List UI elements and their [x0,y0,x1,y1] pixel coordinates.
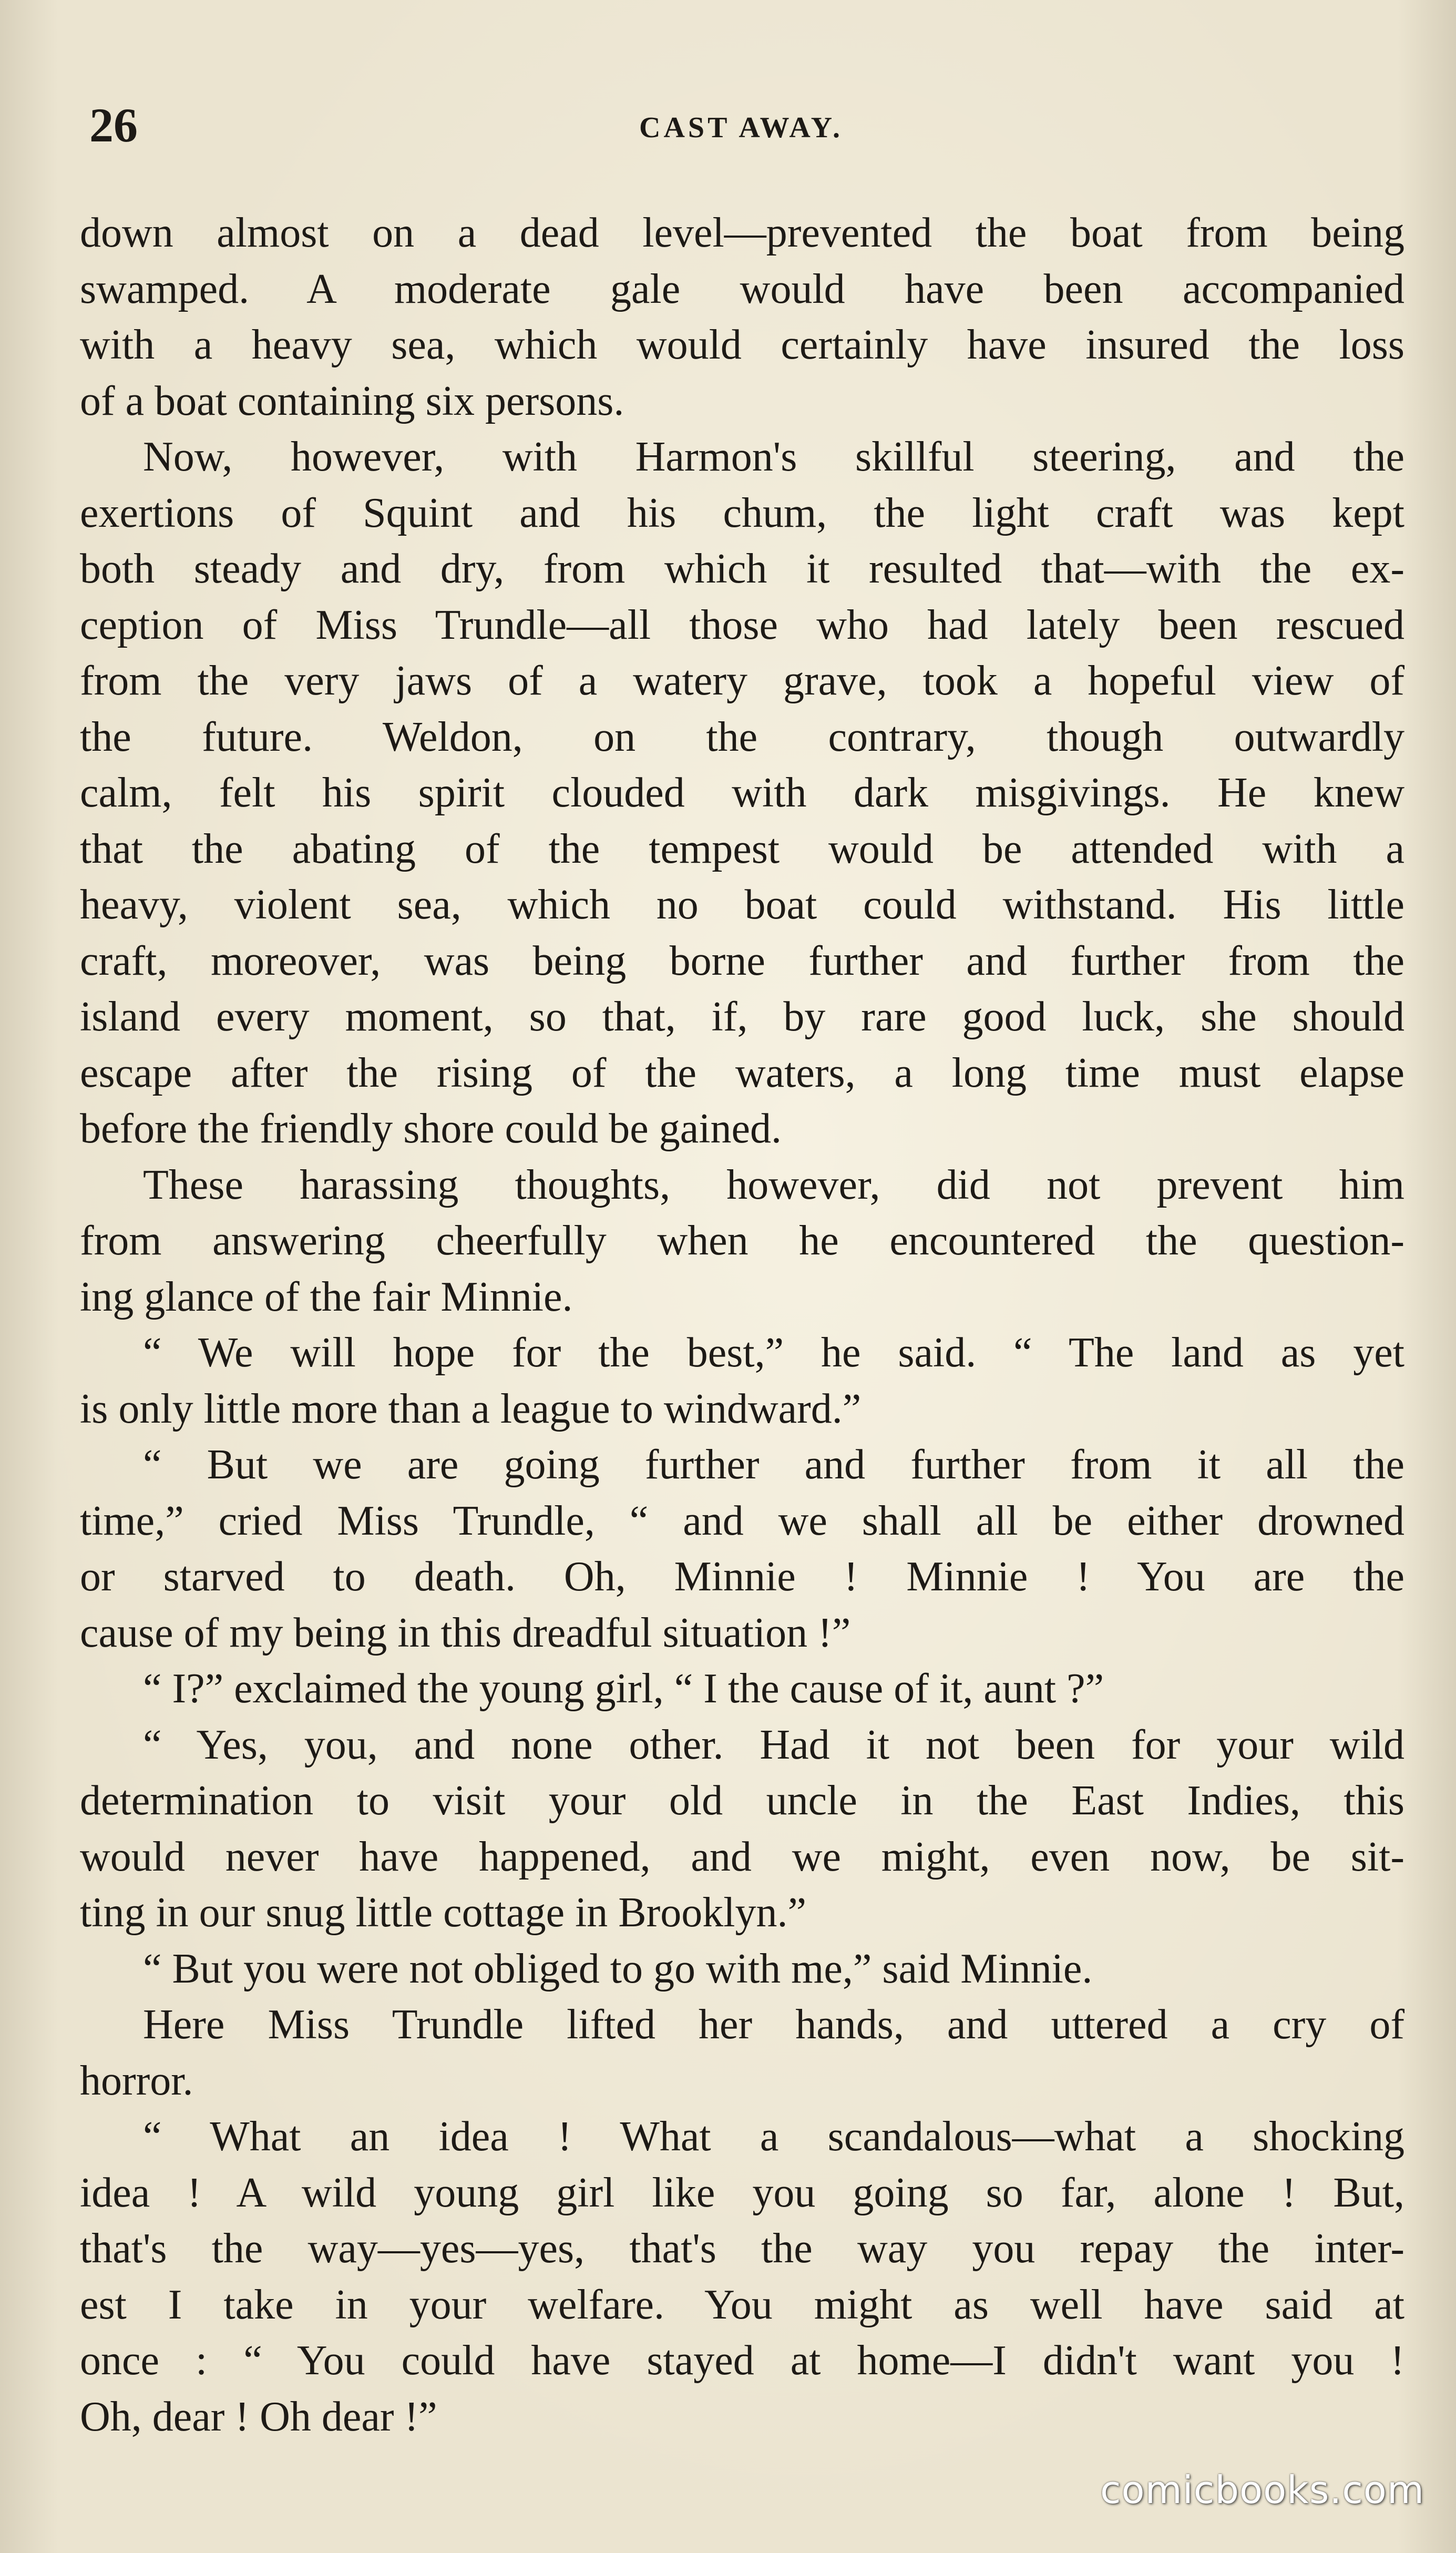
running-title: CAST AWAY. [639,111,843,144]
text-line: with a heavy sea, which would certainly have insured the loss [80,322,1404,368]
text-line: both steady and dry, from which it resulted that—with the ex- [80,546,1404,592]
text-line: horror. [80,2057,193,2104]
text-line: down almost on a dead level—prevented the boat from being [80,210,1404,256]
text-line: would never have happened, and we might, even now, be sit- [80,1833,1404,1880]
text-line: is only little more than a league to windward.” [80,1385,862,1432]
body-text [80,205,1404,2445]
text-line: heavy, violent sea, which no boat could withstand. His little [80,882,1404,928]
text-line: Here Miss Trundle lifted her hands, and uttered a cry of [143,2001,1404,2048]
text-line: from answering cheerfully when he encountered the question- [80,1218,1404,1264]
text-line: before the friendly shore could be gained. [80,1106,782,1152]
text-line: “ I?” exclaimed the young girl, “ I the cause of it, aunt ?” [143,1666,1104,1712]
text-line: ception of Miss Trundle—all those who had lately been rescued [80,601,1404,648]
text-line: idea ! A wild young girl like you going so far, alone ! But, [80,2169,1404,2216]
text-line: escape after the rising of the waters, a long time must elapse [80,1049,1404,1096]
text-line: “ We will hope for the best,” he said. “ The land as yet [143,1330,1404,1376]
text-line: cause of my being in this dreadful situation !” [80,1609,851,1656]
text-line: These harassing thoughts, however, did not prevent him [143,1161,1404,1208]
text-line: est I take in your welfare. You might as well have said at [80,2281,1404,2328]
text-line: calm, felt his spirit clouded with dark misgivings. He knew [80,770,1404,816]
text-line: Now, however, with Harmon's skillful steering, and the [143,434,1404,480]
text-line: from the very jaws of a watery grave, took a hopeful view of [80,658,1404,704]
page-number: 26 [89,98,138,152]
text-line: “ What an idea ! What a scandalous—what a shocking [143,2113,1404,2160]
text-line: ing glance of the fair Minnie. [80,1273,573,1320]
running-head [79,94,1403,157]
text-line: ting in our snug little cottage in Brooklyn.” [80,1890,807,1936]
text-line: “ But you were not obliged to go with me,” said Minnie. [143,1945,1093,1992]
text-line: that's the way—yes—yes, that's the way you repay the inter- [80,2225,1404,2272]
text-line: exertions of Squint and his chum, the light craft was kept [80,489,1404,536]
text-line: island every moment, so that, if, by rare good luck, she should [80,994,1404,1040]
text-line: craft, moreover, was being borne further and further from the [80,937,1404,984]
text-line: swamped. A moderate gale would have been accompanied [80,265,1404,312]
text-line: “ But we are going further and further from it all the [143,1442,1404,1488]
text-line: the future. Weldon, on the contrary, though outwardly [80,713,1404,760]
text-line: Oh, dear ! Oh dear !” [80,2393,437,2440]
watermark: comicbooks.com [1100,2468,1424,2512]
text-line: “ Yes, you, and none other. Had it not been for your wild [143,1721,1404,1768]
text-line: that the abating of the tempest would be attended with a [80,825,1404,872]
text-line: or starved to death. Oh, Minnie ! Minnie ! You are the [80,1554,1404,1600]
text-line: time,” cried Miss Trundle, “ and we shall all be either drowned [80,1497,1404,1544]
text-line: determination to visit your old uncle in the East Indies, this [80,1778,1404,1824]
text-line: of a boat containing six persons. [80,377,624,424]
text-line: once : “ You could have stayed at home—I didn't want you ! [80,2337,1404,2384]
